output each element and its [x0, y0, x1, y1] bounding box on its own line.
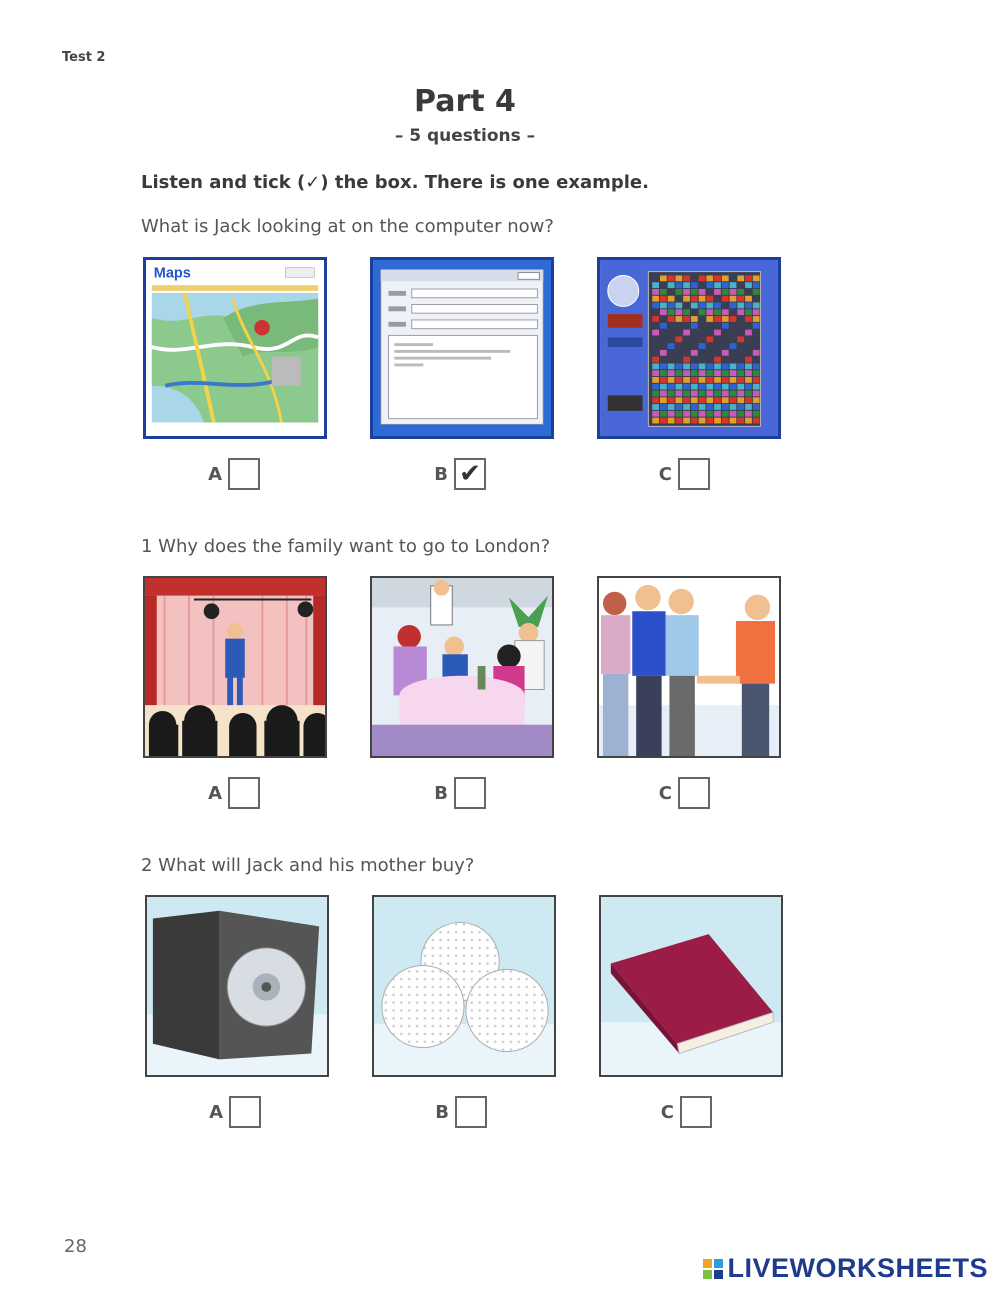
game-block — [722, 323, 729, 329]
game-block — [745, 303, 752, 309]
game-block — [691, 316, 698, 322]
game-block — [675, 397, 682, 403]
example-c-checkbox[interactable] — [678, 458, 710, 490]
game-block — [675, 275, 682, 281]
game-block — [668, 377, 675, 383]
game-block — [753, 282, 760, 288]
game-block — [737, 404, 744, 410]
game-block — [706, 384, 713, 390]
game-block — [730, 303, 737, 309]
q1-c-checkbox[interactable] — [678, 777, 710, 809]
game-block — [683, 357, 690, 363]
game-block — [683, 377, 690, 383]
game-block — [730, 404, 737, 410]
game-block — [730, 363, 737, 369]
game-block — [675, 384, 682, 390]
game-block — [730, 384, 737, 390]
game-block — [699, 404, 706, 410]
game-block — [652, 363, 659, 369]
game-block — [668, 411, 675, 417]
book-picture — [599, 895, 783, 1077]
game-block — [683, 309, 690, 315]
game-block — [660, 289, 667, 295]
golf-balls-picture — [372, 895, 556, 1077]
game-block — [668, 275, 675, 281]
game-block — [668, 296, 675, 302]
game-block — [652, 303, 659, 309]
game-block — [737, 363, 744, 369]
game-block — [753, 397, 760, 403]
game-block — [722, 282, 729, 288]
game-block — [745, 309, 752, 315]
game-block — [668, 343, 675, 349]
game-block — [753, 404, 760, 410]
game-block — [683, 418, 690, 424]
game-block — [737, 411, 744, 417]
theatre-show-picture — [143, 576, 327, 758]
game-block — [714, 391, 721, 397]
brand-name: LIVEWORKSHEETS — [727, 1253, 988, 1283]
game-block — [753, 370, 760, 376]
game-block — [691, 282, 698, 288]
game-block — [683, 384, 690, 390]
game-block — [753, 309, 760, 315]
brand-mark-icon — [703, 1259, 723, 1279]
q1-option-c — [656, 777, 710, 809]
game-block — [745, 330, 752, 336]
game-block — [652, 411, 659, 417]
game-block — [706, 363, 713, 369]
game-block — [668, 316, 675, 322]
game-block — [660, 323, 667, 329]
q2-option-a — [207, 1096, 261, 1128]
game-block — [699, 397, 706, 403]
game-block — [691, 303, 698, 309]
game-block — [730, 296, 737, 302]
game-block — [730, 411, 737, 417]
game-block — [737, 418, 744, 424]
game-block — [745, 391, 752, 397]
game-block — [753, 418, 760, 424]
q2-c-checkbox[interactable] — [680, 1096, 712, 1128]
game-block — [745, 316, 752, 322]
game-block — [683, 411, 690, 417]
part-subtitle: – 5 questions – — [394, 126, 536, 146]
game-block — [730, 316, 737, 322]
game-block — [714, 282, 721, 288]
game-block — [722, 418, 729, 424]
game-block — [722, 289, 729, 295]
game-block — [668, 404, 675, 410]
game-block — [745, 282, 752, 288]
game-block — [652, 370, 659, 376]
game-block — [753, 303, 760, 309]
game-block — [737, 309, 744, 315]
option-letter: C — [658, 782, 672, 804]
game-block — [660, 384, 667, 390]
game-block — [737, 377, 744, 383]
game-block — [730, 397, 737, 403]
game-block — [753, 350, 760, 356]
game-block — [745, 418, 752, 424]
game-block — [683, 296, 690, 302]
game-block — [660, 377, 667, 383]
game-block — [683, 363, 690, 369]
game-block — [660, 303, 667, 309]
game-block — [683, 391, 690, 397]
game-block — [683, 397, 690, 403]
game-block — [730, 418, 737, 424]
game-block — [706, 404, 713, 410]
game-block — [660, 350, 667, 356]
game-block — [745, 377, 752, 383]
game-block — [745, 357, 752, 363]
game-block — [699, 296, 706, 302]
example-option-a — [206, 458, 260, 490]
game-block — [691, 370, 698, 376]
game-block — [660, 391, 667, 397]
game-block — [691, 404, 698, 410]
game-block — [691, 377, 698, 383]
game-block — [714, 404, 721, 410]
game-block — [683, 370, 690, 376]
game-block — [699, 384, 706, 390]
game-block — [730, 391, 737, 397]
option-letter: B — [434, 463, 448, 485]
game-block — [706, 296, 713, 302]
game-block — [753, 391, 760, 397]
game-block — [730, 289, 737, 295]
example-option-c — [656, 458, 710, 490]
game-block — [714, 363, 721, 369]
game-block — [699, 411, 706, 417]
example-a-checkbox[interactable] — [228, 458, 260, 490]
example-b-checkbox-ticked[interactable]: ✔ — [454, 458, 486, 490]
game-block — [691, 323, 698, 329]
game-block — [683, 404, 690, 410]
maps-website-picture — [143, 257, 327, 439]
game-block — [706, 309, 713, 315]
game-block — [706, 391, 713, 397]
game-block — [699, 391, 706, 397]
game-block — [706, 397, 713, 403]
game-block — [691, 391, 698, 397]
game-block — [699, 309, 706, 315]
game-block — [737, 275, 744, 281]
option-letter: A — [209, 1101, 223, 1123]
game-block — [745, 384, 752, 390]
game-block — [652, 296, 659, 302]
game-block — [675, 418, 682, 424]
game-block — [722, 316, 729, 322]
game-block — [745, 411, 752, 417]
game-block — [675, 377, 682, 383]
game-block — [753, 316, 760, 322]
option-letter: B — [434, 782, 448, 804]
game-block — [737, 296, 744, 302]
game-block — [660, 370, 667, 376]
game-block — [675, 411, 682, 417]
game-block — [753, 289, 760, 295]
game-block — [714, 289, 721, 295]
game-block — [745, 296, 752, 302]
game-block — [683, 330, 690, 336]
game-block — [652, 397, 659, 403]
game-block — [722, 363, 729, 369]
example-option-b — [432, 458, 486, 490]
game-block — [714, 357, 721, 363]
game-block — [652, 316, 659, 322]
game-block — [660, 296, 667, 302]
game-block — [668, 418, 675, 424]
game-block — [691, 418, 698, 424]
game-block — [730, 282, 737, 288]
part-title: Part 4 — [414, 84, 516, 119]
game-block — [652, 357, 659, 363]
instruction: Listen and tick (✓) the box. There is one example. — [141, 172, 649, 193]
game-block — [691, 289, 698, 295]
game-block — [714, 370, 721, 376]
game-block — [660, 397, 667, 403]
restaurant-meal-picture — [370, 576, 554, 758]
maps-logo-text: Maps — [153, 265, 191, 282]
game-block — [683, 289, 690, 295]
game-block — [675, 309, 682, 315]
test-label: Test 2 — [62, 50, 106, 65]
game-block — [652, 404, 659, 410]
game-block — [737, 384, 744, 390]
game-block — [660, 309, 667, 315]
q1-option-b — [432, 777, 486, 809]
game-block — [675, 282, 682, 288]
game-block — [745, 363, 752, 369]
game-block — [675, 289, 682, 295]
game-block — [722, 370, 729, 376]
game-block — [714, 303, 721, 309]
game-block — [691, 384, 698, 390]
game-block — [675, 391, 682, 397]
game-block — [652, 391, 659, 397]
game-block — [668, 363, 675, 369]
option-letter: B — [435, 1101, 449, 1123]
game-block — [699, 275, 706, 281]
game-block — [714, 384, 721, 390]
page-number: 28 — [64, 1236, 87, 1257]
game-block — [675, 363, 682, 369]
game-block — [699, 418, 706, 424]
game-block — [730, 370, 737, 376]
meeting-friends-picture — [597, 576, 781, 758]
game-block — [730, 377, 737, 383]
game-block — [753, 363, 760, 369]
q1-b-checkbox[interactable] — [454, 777, 486, 809]
game-block — [683, 275, 690, 281]
game-block — [675, 336, 682, 342]
game-block — [745, 404, 752, 410]
game-block — [652, 282, 659, 288]
game-block — [722, 384, 729, 390]
game-block — [660, 404, 667, 410]
game-block — [706, 377, 713, 383]
game-block — [652, 384, 659, 390]
question-2: 2 What will Jack and his mother buy? — [141, 855, 475, 876]
game-block — [745, 275, 752, 281]
q2-b-checkbox[interactable] — [455, 1096, 487, 1128]
game-block — [722, 296, 729, 302]
game-block — [675, 370, 682, 376]
game-block — [699, 343, 706, 349]
game-block — [737, 336, 744, 342]
game-block — [722, 377, 729, 383]
game-block — [691, 397, 698, 403]
game-block — [745, 370, 752, 376]
game-block — [652, 377, 659, 383]
game-block — [668, 309, 675, 315]
game-block — [699, 303, 706, 309]
game-block — [668, 370, 675, 376]
game-block — [660, 363, 667, 369]
question-1: 1 Why does the family want to go to London? — [141, 536, 551, 557]
game-block — [652, 418, 659, 424]
game-block — [745, 397, 752, 403]
game-block — [699, 377, 706, 383]
q2-option-b — [433, 1096, 487, 1128]
game-block — [675, 404, 682, 410]
game-block — [683, 282, 690, 288]
game-block — [706, 275, 713, 281]
game-block — [753, 377, 760, 383]
game-block — [668, 303, 675, 309]
game-block — [699, 370, 706, 376]
game-block — [722, 275, 729, 281]
game-block — [691, 411, 698, 417]
game-block — [706, 336, 713, 342]
game-block — [714, 377, 721, 383]
game-block — [714, 397, 721, 403]
option-letter: A — [208, 463, 222, 485]
game-block — [737, 397, 744, 403]
example-question: What is Jack looking at on the computer now? — [141, 216, 554, 237]
q1-option-a — [206, 777, 260, 809]
game-block — [714, 309, 721, 315]
game-block — [706, 370, 713, 376]
game-block — [668, 384, 675, 390]
option-letter: C — [658, 463, 672, 485]
game-block — [737, 303, 744, 309]
game-block — [683, 316, 690, 322]
game-block — [714, 316, 721, 322]
game-block — [753, 323, 760, 329]
game-block — [652, 330, 659, 336]
game-block — [668, 391, 675, 397]
game-block — [714, 418, 721, 424]
game-block — [722, 411, 729, 417]
q2-a-checkbox[interactable] — [229, 1096, 261, 1128]
game-block — [730, 343, 737, 349]
game-block — [714, 275, 721, 281]
game-block — [660, 411, 667, 417]
game-block — [668, 282, 675, 288]
game-block — [675, 303, 682, 309]
game-block — [699, 363, 706, 369]
dvd-picture — [145, 895, 329, 1077]
game-block — [714, 411, 721, 417]
option-letter: A — [208, 782, 222, 804]
game-block — [706, 316, 713, 322]
game-block — [699, 289, 706, 295]
game-block — [660, 418, 667, 424]
game-block — [706, 303, 713, 309]
game-block — [660, 275, 667, 281]
game-block — [668, 397, 675, 403]
game-block — [706, 411, 713, 417]
game-block — [652, 289, 659, 295]
game-block — [714, 330, 721, 336]
game-block — [753, 384, 760, 390]
game-block — [737, 370, 744, 376]
brand-logo[interactable] — [703, 1253, 988, 1284]
option-letter: C — [660, 1101, 674, 1123]
game-block — [722, 397, 729, 403]
game-block — [706, 282, 713, 288]
game-block — [691, 296, 698, 302]
game-block — [722, 350, 729, 356]
game-block — [737, 289, 744, 295]
game-block — [675, 316, 682, 322]
game-block — [691, 350, 698, 356]
game-block — [722, 404, 729, 410]
q2-option-c — [658, 1096, 712, 1128]
game-block — [722, 309, 729, 315]
game-block — [691, 363, 698, 369]
q1-a-checkbox[interactable] — [228, 777, 260, 809]
email-window-picture — [370, 257, 554, 439]
game-block — [753, 411, 760, 417]
game-block — [753, 275, 760, 281]
game-block — [722, 391, 729, 397]
computer-game-picture — [597, 257, 781, 439]
game-block — [737, 391, 744, 397]
game-block — [706, 418, 713, 424]
